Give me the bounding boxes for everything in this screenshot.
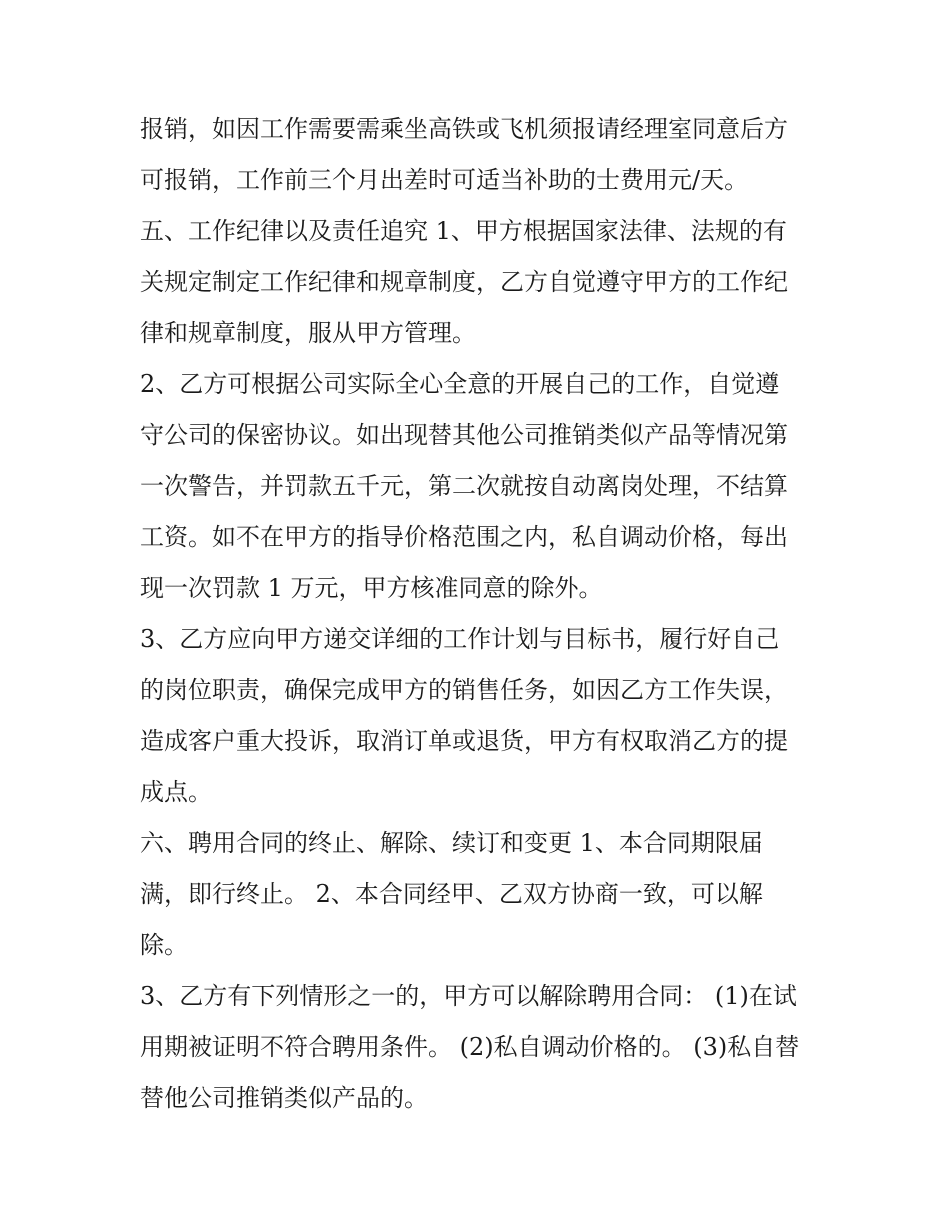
text-line: 成点。 xyxy=(140,778,212,806)
text-line: 造成客户重大投诉，取消订单或退货，甲方有权取消乙方的提 xyxy=(140,727,788,755)
text-line: 律和规章制度，服从甲方管理。 xyxy=(140,319,476,347)
text-line: 工资。如不在甲方的指导价格范围之内，私自调动价格，每出 xyxy=(140,523,788,551)
text-line: 3、乙方有下列情形之一的，甲方可以解除聘用合同： (1)在试 xyxy=(140,982,797,1010)
text-line: 用期被证明不符合聘用条件。 (2)私自调动价格的。 (3)私自替 xyxy=(140,1033,800,1061)
text-line: 一次警告，并罚款五千元，第二次就按自动离岗处理，不结算 xyxy=(140,472,788,500)
document-body xyxy=(140,104,820,1124)
text-line: 2、乙方可根据公司实际全心全意的开展自己的工作，自觉遵 xyxy=(140,370,780,398)
text-line: 替他公司推销类似产品的。 xyxy=(140,1084,428,1112)
text-line: 满，即行终止。 2、本合同经甲、乙双方协商一致，可以解 xyxy=(140,880,763,908)
text-line: 可报销，工作前三个月出差时可适当补助的士费用元/天。 xyxy=(140,166,749,194)
text-line: 现一次罚款 1 万元，甲方核准同意的除外。 xyxy=(140,574,603,602)
text-line: 六、聘用合同的终止、解除、续订和变更 1、本合同期限届 xyxy=(140,829,763,857)
text-line: 的岗位职责，确保完成甲方的销售任务，如因乙方工作失误， xyxy=(140,676,788,704)
text-line: 五、工作纪律以及责任追究 1、甲方根据国家法律、法规的有 xyxy=(140,217,787,245)
text-line: 关规定制定工作纪律和规章制度，乙方自觉遵守甲方的工作纪 xyxy=(140,268,788,296)
text-line: 除。 xyxy=(140,931,188,959)
text-line: 3、乙方应向甲方递交详细的工作计划与目标书，履行好自己 xyxy=(140,625,780,653)
text-line: 报销，如因工作需要需乘坐高铁或飞机须报请经理室同意后方 xyxy=(140,115,788,143)
text-line: 守公司的保密协议。如出现替其他公司推销类似产品等情况第 xyxy=(140,421,788,449)
